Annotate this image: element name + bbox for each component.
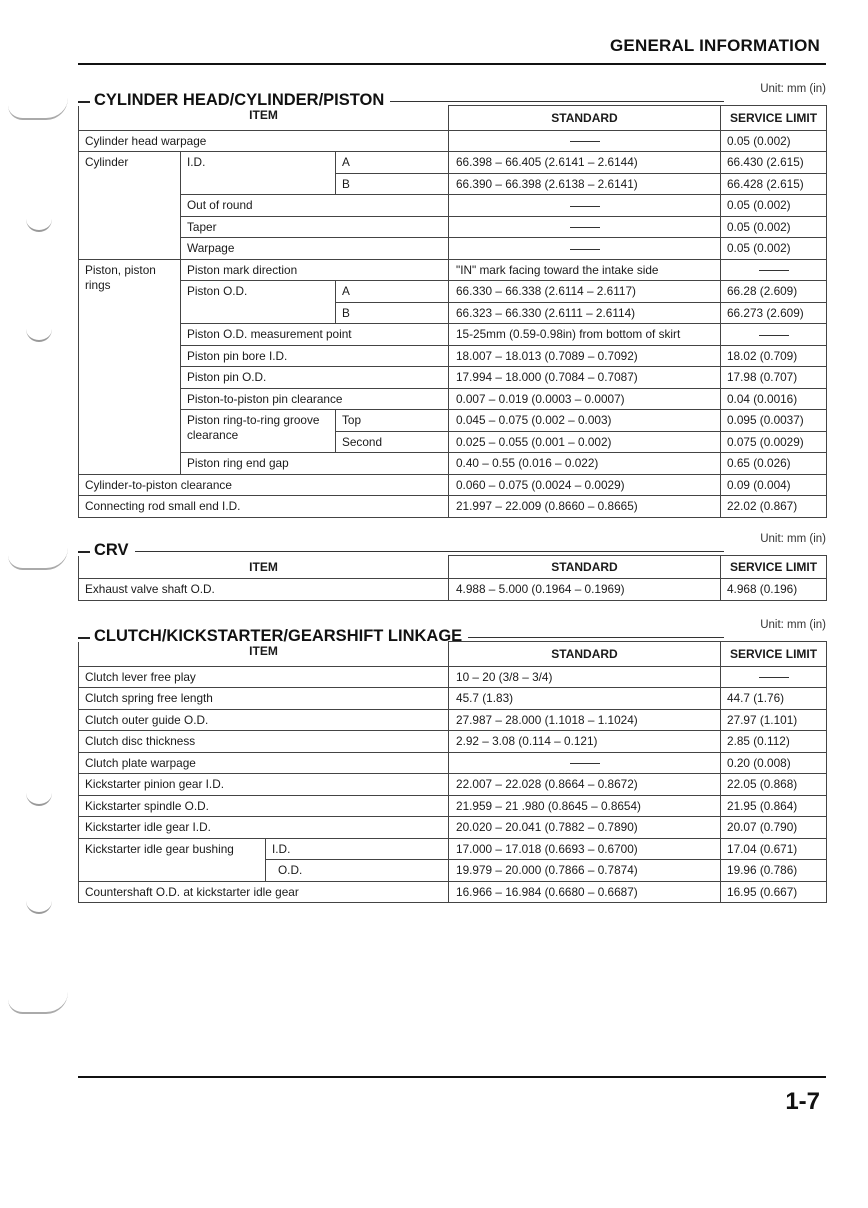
limit-cell: 17.98 (0.707) [721,367,827,389]
limit-cell [721,666,827,688]
col-header-item: ITEM [79,556,449,579]
sub-item-cell: Piston ring end gap [181,453,449,475]
limit-cell: 22.05 (0.868) [721,774,827,796]
dash-mark [570,227,600,228]
standard-cell [449,195,721,217]
standard-cell: 45.7 (1.83) [449,688,721,710]
limit-cell: 18.02 (0.709) [721,345,827,367]
table-row [79,453,827,475]
sub-item-cell: Taper [181,216,449,238]
table-row [79,130,827,152]
item-cell: Clutch outer guide O.D. [79,709,449,731]
sub-item-cell: Piston pin bore I.D. [181,345,449,367]
standard-cell: 66.398 – 66.405 (2.6141 – 2.6144) [449,152,721,174]
dash-mark [570,141,600,142]
limit-cell: 0.09 (0.004) [721,474,827,496]
item-cell: Exhaust valve shaft O.D. [79,579,449,601]
section-title-rule [78,551,724,552]
page-header-title: GENERAL INFORMATION [610,36,820,55]
group-cell-cylinder: Cylinder [79,152,181,260]
table-row [79,410,827,432]
item-cell: Kickstarter idle gear I.D. [79,817,449,839]
standard-cell: 66.330 – 66.338 (2.6114 – 2.6117) [449,281,721,303]
standard-cell: 16.966 – 16.984 (0.6680 – 0.6687) [449,881,721,903]
standard-cell: 2.92 – 3.08 (0.114 – 0.121) [449,731,721,753]
group-cell-piston: Piston, piston rings [79,259,181,474]
section-cylinder-head [78,80,826,520]
footer-rule [78,1076,826,1078]
table-row [79,238,827,260]
item-cell: Cylinder-to-piston clearance [79,474,449,496]
scan-mark [8,548,68,570]
table-row [79,817,827,839]
spec-table-crv [78,555,827,601]
limit-cell [721,259,827,281]
col-header-standard: STANDARD [449,106,721,131]
col-header-item: ITEM [79,106,449,131]
item-cell: Countershaft O.D. at kickstarter idle gear [79,881,449,903]
item-cell: Connecting rod small end I.D. [79,496,449,518]
table-row [79,216,827,238]
dash-mark [759,270,789,271]
limit-cell: 2.85 (0.112) [721,731,827,753]
limit-cell: 0.65 (0.026) [721,453,827,475]
limit-cell: 19.96 (0.786) [721,860,827,882]
sub-item-cell: Piston ring-to-ring groove clearance [181,410,336,453]
col-header-item: ITEM [79,642,449,667]
variant-cell: B [336,173,449,195]
table-row [79,838,827,860]
variant-cell: I.D. [266,838,449,860]
limit-cell: 0.20 (0.008) [721,752,827,774]
sub-item-cell: Warpage [181,238,449,260]
spec-table-cylinder-head [78,105,827,518]
limit-cell: 27.97 (1.101) [721,709,827,731]
limit-cell: 22.02 (0.867) [721,496,827,518]
page-number: 1-7 [785,1088,820,1115]
scan-mark [8,98,68,120]
standard-cell [449,216,721,238]
unit-label: Unit: mm (in) [760,83,826,95]
limit-cell: 66.273 (2.609) [721,302,827,324]
table-row [79,496,827,518]
limit-cell: 17.04 (0.671) [721,838,827,860]
standard-cell: 20.020 – 20.041 (0.7882 – 0.7890) [449,817,721,839]
limit-cell: 21.95 (0.864) [721,795,827,817]
standard-cell: 4.988 – 5.000 (0.1964 – 0.1969) [449,579,721,601]
sub-item-cell: Piston O.D. measurement point [181,324,449,346]
variant-cell: B [336,302,449,324]
table-row [79,259,827,281]
limit-cell: 66.430 (2.615) [721,152,827,174]
dash-mark [570,249,600,250]
limit-cell: 16.95 (0.667) [721,881,827,903]
dash-mark [570,206,600,207]
standard-cell: 0.40 – 0.55 (0.016 – 0.022) [449,453,721,475]
standard-cell: 0.025 – 0.055 (0.001 – 0.002) [449,431,721,453]
dash-mark [570,763,600,764]
table-row [79,195,827,217]
standard-cell: 0.045 – 0.075 (0.002 – 0.003) [449,410,721,432]
col-header-service-limit: SERVICE LIMIT [721,642,827,667]
item-cell: Kickstarter spindle O.D. [79,795,449,817]
col-header-standard: STANDARD [449,556,721,579]
col-header-standard: STANDARD [449,642,721,667]
sub-item-cell: Piston O.D. [181,281,336,324]
sub-item-cell: Piston mark direction [181,259,449,281]
variant-cell: A [336,152,449,174]
dash-mark [759,677,789,678]
table-row [79,281,827,303]
item-cell: Kickstarter pinion gear I.D. [79,774,449,796]
limit-cell: 0.095 (0.0037) [721,410,827,432]
table-row [79,579,827,601]
item-cell: Clutch spring free length [79,688,449,710]
standard-cell: 0.007 – 0.019 (0.0003 – 0.0007) [449,388,721,410]
standard-cell: 0.060 – 0.075 (0.0024 – 0.0029) [449,474,721,496]
item-cell: Clutch plate warpage [79,752,449,774]
table-row [79,152,827,174]
standard-cell: 21.997 – 22.009 (0.8660 – 0.8665) [449,496,721,518]
table-row [79,709,827,731]
standard-cell: "IN" mark facing toward the intake side [449,259,721,281]
table-row [79,752,827,774]
item-cell: Cylinder head warpage [79,130,449,152]
limit-cell: 0.05 (0.002) [721,216,827,238]
limit-cell: 66.428 (2.615) [721,173,827,195]
sub-item-cell: Out of round [181,195,449,217]
item-cell: Clutch disc thickness [79,731,449,753]
limit-cell: 0.05 (0.002) [721,130,827,152]
table-row [79,795,827,817]
standard-cell: 18.007 – 18.013 (0.7089 – 0.7092) [449,345,721,367]
standard-cell [449,752,721,774]
table-row [79,881,827,903]
limit-cell: 0.05 (0.002) [721,195,827,217]
item-cell: Kickstarter idle gear bushing [79,838,266,881]
sub-item-cell: I.D. [181,152,336,195]
sub-item-cell: Piston pin O.D. [181,367,449,389]
unit-label: Unit: mm (in) [760,533,826,545]
standard-cell: 66.390 – 66.398 (2.6138 – 2.6141) [449,173,721,195]
table-row [79,345,827,367]
standard-cell: 10 – 20 (3/8 – 3/4) [449,666,721,688]
table-row [79,666,827,688]
item-cell: Clutch lever free play [79,666,449,688]
table-row [79,388,827,410]
binder-hole-mark [26,208,52,232]
limit-cell [721,324,827,346]
standard-cell: 21.959 – 21 .980 (0.8645 – 0.8654) [449,795,721,817]
standard-cell: 27.987 – 28.000 (1.1018 – 1.1024) [449,709,721,731]
limit-cell: 0.04 (0.0016) [721,388,827,410]
section-title: CYLINDER HEAD/CYLINDER/PISTON [78,91,390,110]
limit-cell: 20.07 (0.790) [721,817,827,839]
limit-cell: 44.7 (1.76) [721,688,827,710]
limit-cell: 0.05 (0.002) [721,238,827,260]
table-row [79,774,827,796]
limit-cell: 66.28 (2.609) [721,281,827,303]
table-row [79,324,827,346]
limit-cell: 4.968 (0.196) [721,579,827,601]
section-title: CRV [78,541,135,560]
standard-cell: 15-25mm (0.59-0.98in) from bottom of skirt [449,324,721,346]
variant-cell: O.D. [266,860,449,882]
col-header-service-limit: SERVICE LIMIT [721,556,827,579]
section-clutch-kickstarter [78,616,826,916]
table-header-row [79,106,827,131]
unit-label: Unit: mm (in) [760,619,826,631]
sub-item-cell: Piston-to-piston pin clearance [181,388,449,410]
standard-cell: 66.323 – 66.330 (2.6111 – 2.6114) [449,302,721,324]
binder-hole-mark [26,890,52,914]
table-header-row [79,642,827,667]
dash-mark [759,335,789,336]
table-header-row [79,556,827,579]
binder-hole-mark [26,318,52,342]
table-row [79,367,827,389]
col-header-service-limit: SERVICE LIMIT [721,106,827,131]
section-title: CLUTCH/KICKSTARTER/GEARSHIFT LINKAGE [78,627,468,646]
standard-cell: 22.007 – 22.028 (0.8664 – 0.8672) [449,774,721,796]
variant-cell: A [336,281,449,303]
standard-cell: 17.000 – 17.018 (0.6693 – 0.6700) [449,838,721,860]
table-row [79,688,827,710]
spec-table-clutch [78,641,827,903]
limit-cell: 0.075 (0.0029) [721,431,827,453]
standard-cell: 19.979 – 20.000 (0.7866 – 0.7874) [449,860,721,882]
table-row [79,731,827,753]
section-crv [78,530,826,610]
variant-cell: Top [336,410,449,432]
variant-cell: Second [336,431,449,453]
scan-mark [8,992,68,1014]
table-row [79,474,827,496]
standard-cell: 17.994 – 18.000 (0.7084 – 0.7087) [449,367,721,389]
standard-cell [449,238,721,260]
binder-hole-mark [26,782,52,806]
standard-cell [449,130,721,152]
header-rule [78,63,826,65]
